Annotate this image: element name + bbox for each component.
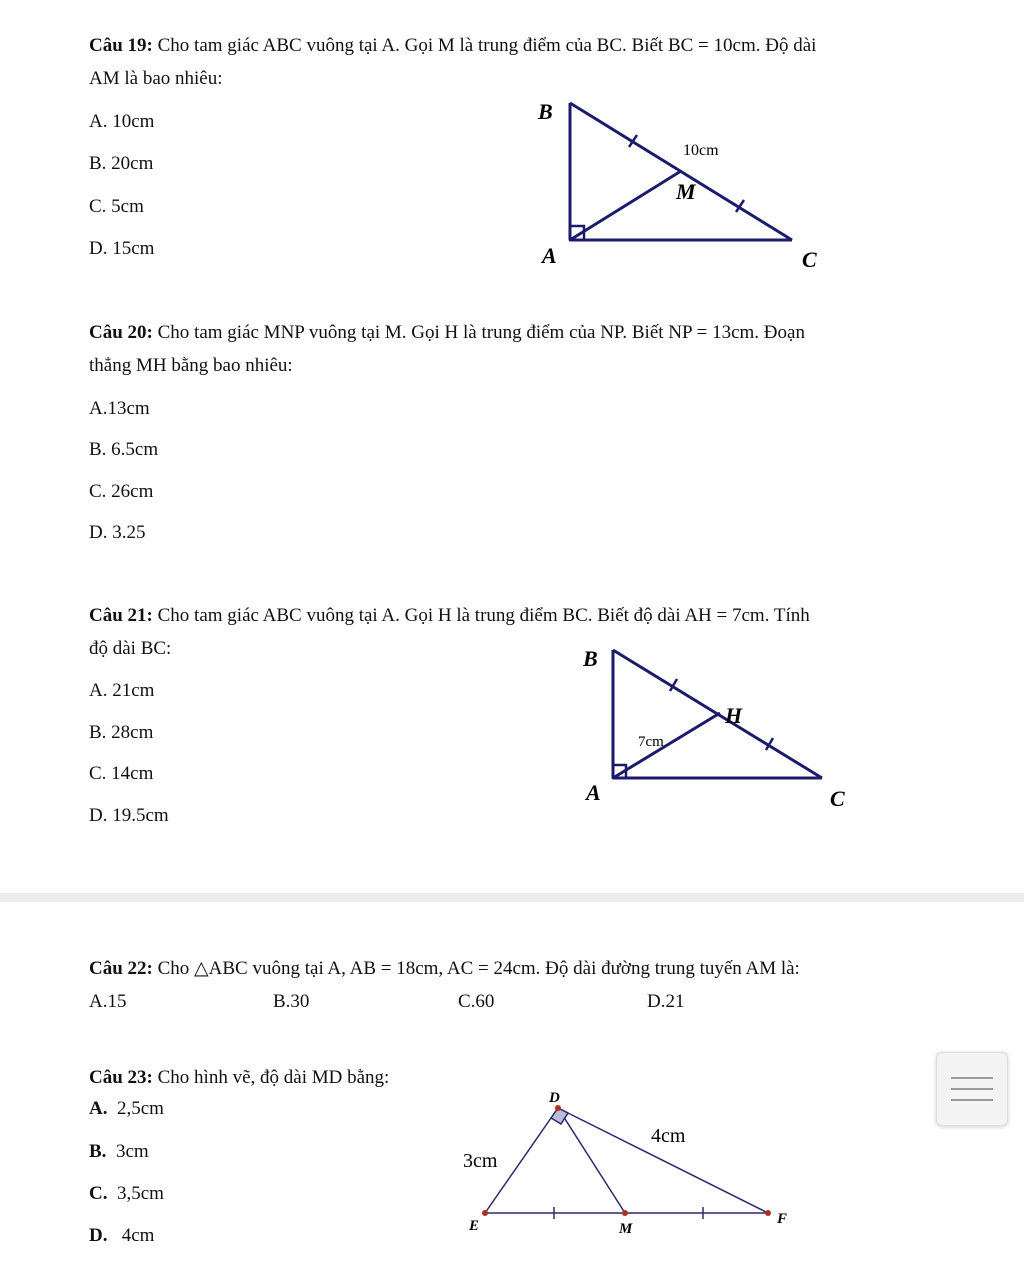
q23-length-df: 4cm — [651, 1125, 686, 1147]
q21-length-label: 7cm — [638, 734, 664, 750]
q19-label-b: B — [538, 99, 553, 124]
q19-label-c: C — [802, 247, 817, 272]
q21-median-ah — [613, 713, 720, 778]
q23-label-e: E — [469, 1218, 480, 1234]
q20-label: Câu 20: — [89, 322, 153, 343]
q23-stem — [89, 1066, 389, 1090]
q23-option-c-value: 3,5cm — [116, 1183, 164, 1204]
q23-label-d: D — [549, 1090, 560, 1106]
q20-option-d[interactable]: D. 3.25 — [89, 522, 146, 543]
q23-option-a-value: 2,5cm — [116, 1098, 164, 1119]
q21-stem-line1 — [89, 604, 810, 628]
q20-option-b[interactable]: B. 6.5cm — [89, 439, 159, 460]
q20-stem-line2: thẳng MH bằng bao nhiêu: — [89, 355, 293, 376]
q19-option-b[interactable]: B. 20cm — [89, 153, 154, 174]
q19-stem-line2: AM là bao nhiêu: — [89, 68, 223, 89]
q19-label-m: M — [676, 179, 696, 204]
q23-point-e — [482, 1210, 488, 1216]
q21-label: Câu 21: — [89, 605, 153, 626]
q21-option-b[interactable]: B. 28cm — [89, 722, 154, 743]
q23-option-a-letter: A. — [89, 1098, 108, 1119]
q19-label-a: A — [542, 243, 557, 268]
q23-label-f: F — [777, 1211, 788, 1227]
q20-option-a[interactable]: A.13cm — [89, 398, 150, 419]
q23-option-b[interactable] — [89, 1140, 149, 1164]
q19-option-a[interactable]: A. 10cm — [89, 111, 155, 132]
q20-option-c[interactable]: C. 26cm — [89, 481, 154, 502]
q21-label-h: H — [725, 703, 743, 728]
q19-triangle-figure — [530, 95, 830, 275]
q21-stem-line2: độ dài BC: — [89, 638, 172, 659]
q22-label: Câu 22: — [89, 958, 153, 979]
q19-stem-text: Cho tam giác ABC vuông tại A. Gọi M là trung điểm của BC. Biết BC = 10cm. Độ dài — [152, 35, 817, 56]
q23-option-a[interactable] — [89, 1097, 164, 1121]
q23-length-de: 3cm — [463, 1150, 498, 1172]
q19-length-label: 10cm — [683, 142, 719, 159]
q21-label-a: A — [586, 780, 601, 805]
q19-label: Câu 19: — [89, 35, 153, 56]
floating-menu-button[interactable] — [936, 1052, 1008, 1126]
q23-option-d[interactable] — [89, 1224, 154, 1248]
q21-stem-text: Cho tam giác ABC vuông tại A. Gọi H là trung điểm BC. Biết độ dài AH = 7cm. Tính — [152, 605, 810, 626]
q21-option-a[interactable]: A. 21cm — [89, 680, 155, 701]
q23-label: Câu 23: — [89, 1067, 153, 1088]
q22-option-c[interactable]: C.60 — [458, 991, 495, 1012]
section-divider — [0, 893, 1024, 902]
q21-label-b: B — [583, 646, 598, 671]
q23-option-d-letter: D. — [89, 1225, 108, 1246]
q23-option-c[interactable] — [89, 1182, 164, 1206]
q23-stem-text: Cho hình vẽ, độ dài MD bằng: — [152, 1067, 390, 1088]
q23-option-b-value: 3cm — [115, 1141, 149, 1162]
q22-option-b[interactable]: B.30 — [273, 991, 310, 1012]
hamburger-menu-icon — [951, 1099, 993, 1101]
q23-triangle-figure — [455, 1085, 800, 1250]
q23-option-c-letter: C. — [89, 1183, 108, 1204]
q20-stem-text: Cho tam giác MNP vuông tại M. Gọi H là trung điểm của NP. Biết NP = 13cm. Đoạn — [152, 322, 805, 343]
q22-option-d[interactable]: D.21 — [647, 991, 685, 1012]
q21-label-c: C — [830, 786, 845, 811]
q23-point-m — [622, 1210, 628, 1216]
q21-triangle-figure — [580, 643, 860, 818]
q23-point-f — [765, 1210, 771, 1216]
q19-option-d[interactable]: D. 15cm — [89, 238, 155, 259]
q22-stem — [89, 957, 800, 981]
q20-stem-line1 — [89, 321, 805, 345]
q23-option-b-letter: B. — [89, 1141, 107, 1162]
q21-option-c[interactable]: C. 14cm — [89, 763, 154, 784]
q19-option-c[interactable]: C. 5cm — [89, 196, 144, 217]
q23-label-m: M — [619, 1221, 633, 1237]
q23-median-dm — [558, 1108, 625, 1213]
hamburger-menu-icon — [951, 1088, 993, 1090]
q19-stem-line1 — [89, 34, 816, 58]
q21-option-d[interactable]: D. 19.5cm — [89, 805, 169, 826]
q22-option-a[interactable]: A.15 — [89, 991, 127, 1012]
q23-side-df — [558, 1108, 768, 1213]
q22-stem-text: Cho △ABC vuông tại A, AB = 18cm, AC = 24cm. Độ dài đường trung tuyến AM là: — [152, 958, 800, 979]
q23-option-d-value: 4cm — [121, 1225, 155, 1246]
q19-median-am — [570, 171, 681, 240]
hamburger-menu-icon — [951, 1077, 993, 1079]
